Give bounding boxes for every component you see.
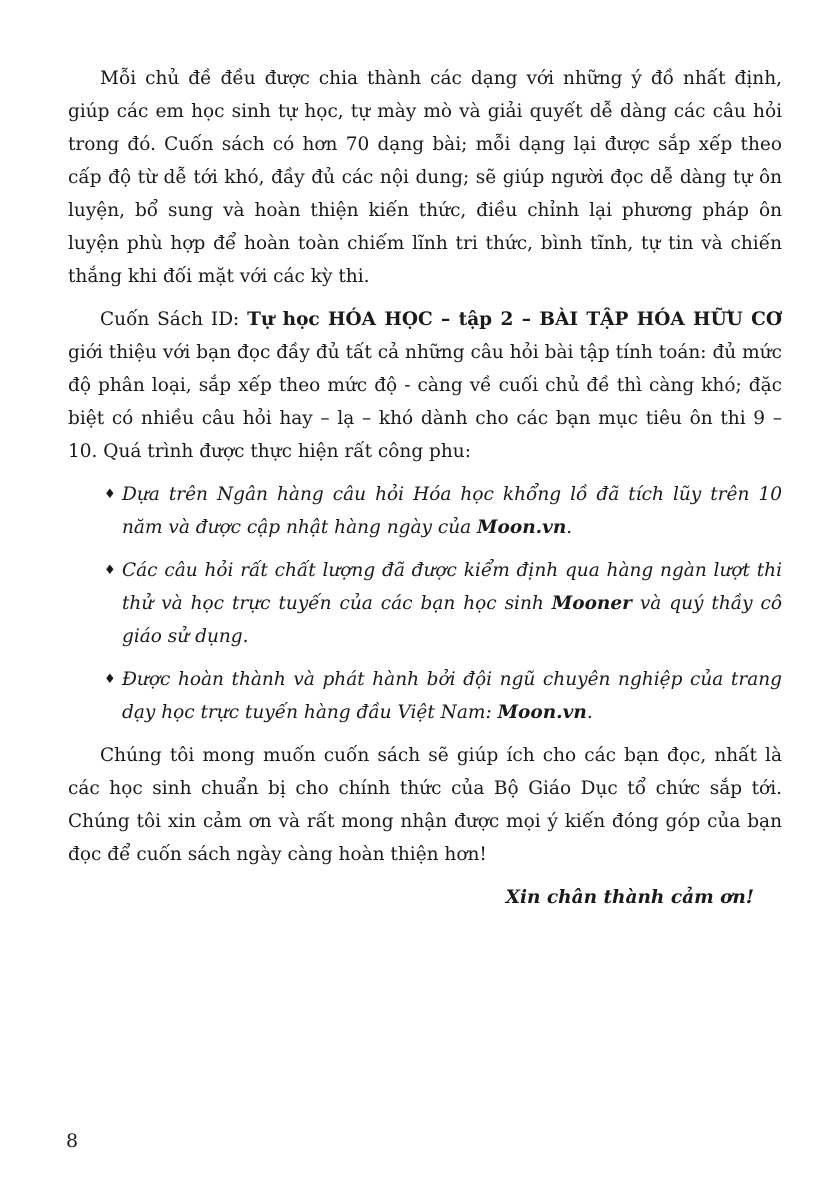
list-item-tail: và quý thầy cô giáo sử dụng. bbox=[122, 593, 782, 647]
diamond-bullet-icon: ♦ bbox=[104, 563, 116, 578]
intro-paragraph: Mỗi chủ đề đều được chia thành các dạng với những ý đồ nhất định, giúp các em học sinh tự học, tự mày mò và giải quyết dễ dàng các câu hỏi trong đó. Cuốn sách có hơn 70 dạng bài; mỗi dạng lại được sắp xếp theo cấp độ từ dễ tới khó, đầy đủ các nội dung; sẽ giúp người đọc dễ dàng tự ôn luyện, bổ sung và hoàn thiện kiến thức, điều chỉnh lại phương pháp ôn luyện phù hợp để hoàn toàn chiếm lĩnh tri thức, bình tĩnh, tự tin và chiến thắng khi đối mặt với các kỳ thi. bbox=[68, 68, 782, 287]
diamond-bullet-icon: ♦ bbox=[104, 487, 116, 502]
list-item-tail: . bbox=[566, 517, 573, 538]
closing-paragraph: Chúng tôi mong muốn cuốn sách sẽ giúp ích cho các bạn đọc, nhất là các học sinh chuẩn bị cho chính thức của Bộ Giáo Dục tổ chức sắp tới. Chúng tôi xin cảm ơn và rất mong nhận được mọi ý kiến đóng góp của bạn đọc để cuốn sách ngày càng hoàn thiện hơn! bbox=[68, 745, 782, 865]
book-description-text: giới thiệu với bạn đọc đầy đủ tất cả những câu hỏi bài tập tính toán: đủ mức độ phân loại, sắp xếp theo mức độ - càng về cuối chủ đề thì càng khó; đặc biệt có nhiều câu hỏi hay – lạ – khó dành cho các bạn mục tiêu ôn thi 9 – 10. Quá trình được thực hiện rất công phu: bbox=[68, 342, 782, 462]
page-content bbox=[68, 62, 782, 914]
list-item bbox=[68, 663, 782, 729]
list-item-bold: Moon.vn bbox=[497, 702, 587, 723]
book-title: Tự học HÓA HỌC – tập 2 – BÀI TẬP HÓA HỮU CƠ bbox=[247, 309, 782, 330]
list-item-text: Dựa trên Ngân hàng câu hỏi Hóa học khổng lồ đã tích lũy trên 10 năm và được cập nhật hàng ngày của bbox=[122, 484, 782, 538]
list-item-text: Các câu hỏi rất chất lượng đã được kiểm định qua hàng ngàn lượt thi thử và học trực tuyến của các bạn học sinh bbox=[122, 560, 782, 614]
list-item bbox=[68, 554, 782, 653]
book-description-paragraph bbox=[68, 303, 782, 468]
book-id-prefix: Cuốn Sách ID: bbox=[100, 309, 248, 330]
page-number: 8 bbox=[66, 1130, 79, 1152]
list-item-tail: . bbox=[586, 702, 593, 723]
list-item-bold: Moon.vn bbox=[477, 517, 567, 538]
feature-list bbox=[68, 478, 782, 729]
diamond-bullet-icon: ♦ bbox=[104, 672, 116, 687]
thank-you-note: Xin chân thành cảm ơn! bbox=[505, 887, 754, 908]
list-item-text: Được hoàn thành và phát hành bởi đội ngũ chuyên nghiệp của trang dạy học trực tuyến hàng đầu Việt Nam: bbox=[122, 669, 782, 723]
list-item bbox=[68, 478, 782, 544]
list-item-bold: Mooner bbox=[551, 593, 632, 614]
